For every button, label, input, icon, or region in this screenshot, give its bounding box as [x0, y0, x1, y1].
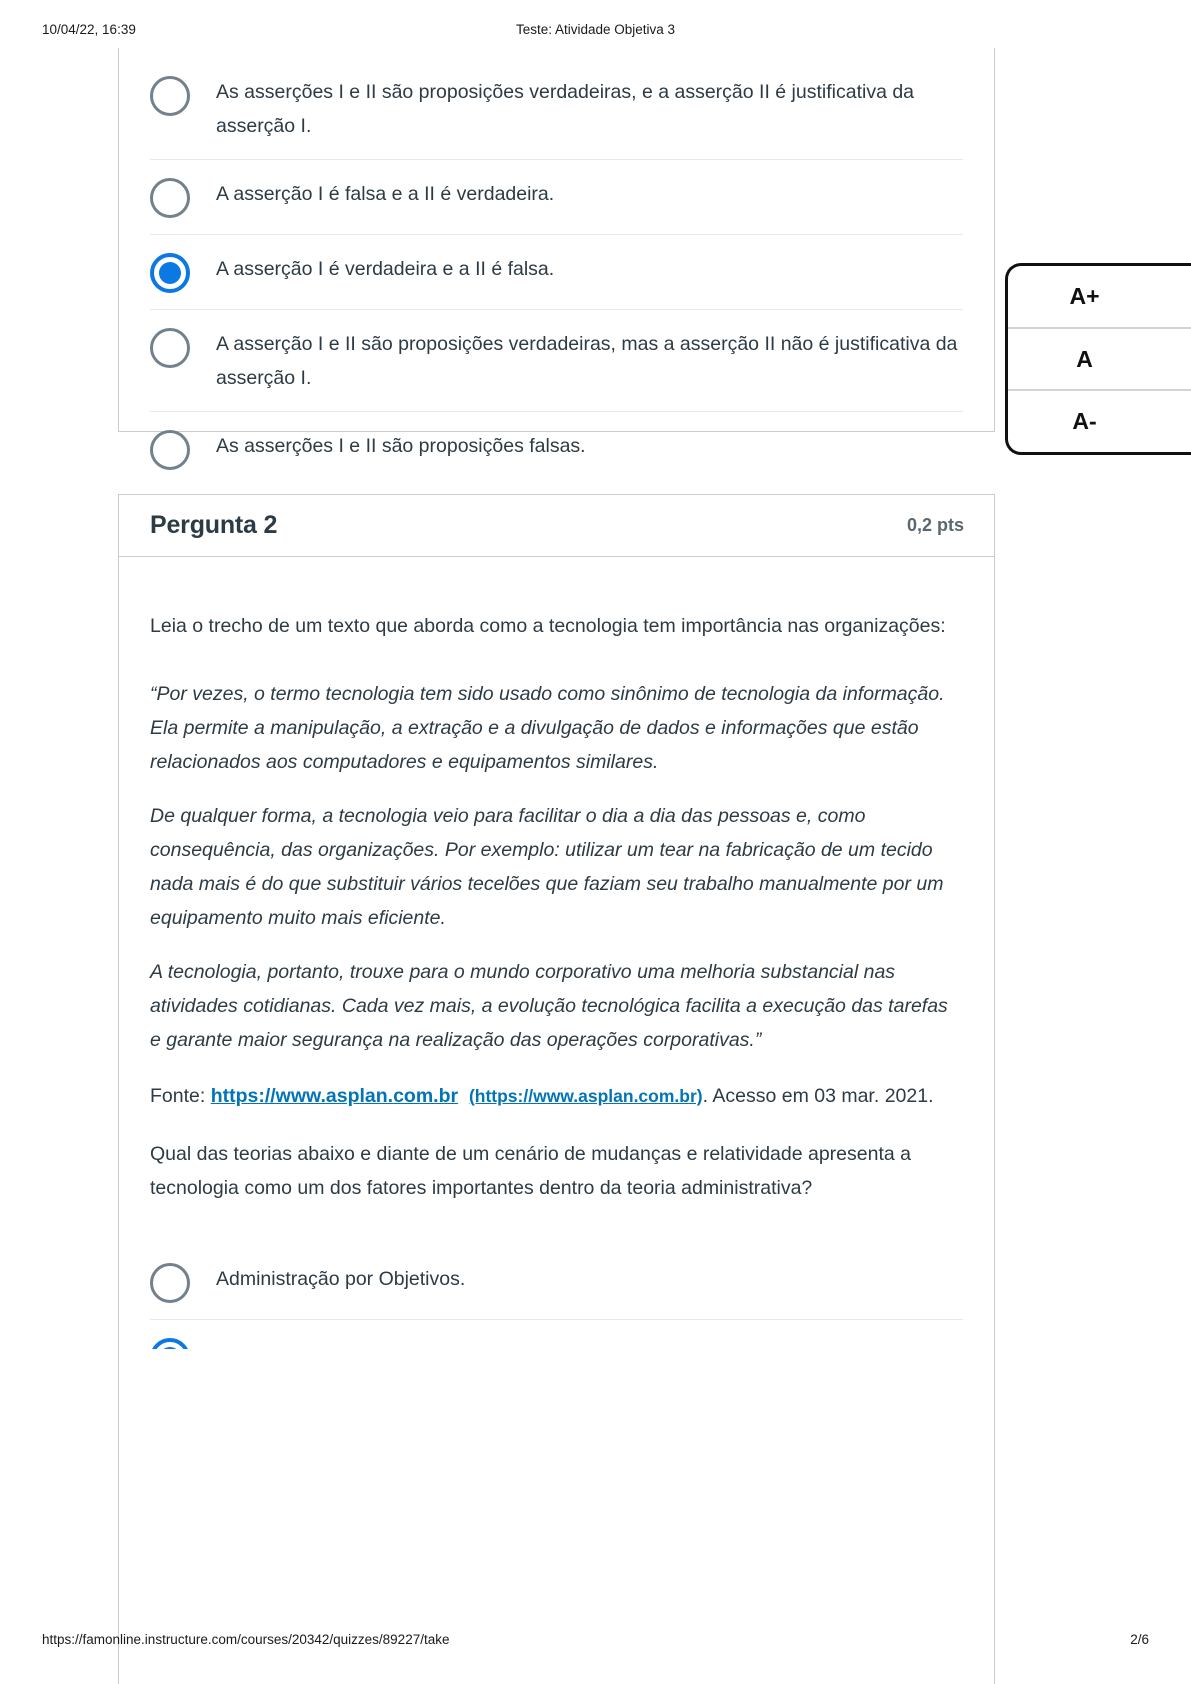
- source-prefix: Fonte:: [150, 1085, 211, 1107]
- question-1-answers: [150, 48, 963, 486]
- answer-option-clipped[interactable]: [150, 1319, 963, 1349]
- answer-label: Administração por Objetivos.: [216, 1268, 466, 1290]
- radio-button-icon[interactable]: [150, 430, 190, 470]
- question-2-title: Pergunta 2: [150, 511, 278, 539]
- print-document-title: Teste: Atividade Objetiva 3: [515, 22, 676, 37]
- answer-option[interactable]: [150, 159, 963, 234]
- question-1-card: [118, 48, 995, 457]
- answer-option-selected[interactable]: [150, 234, 963, 309]
- quote-paragraph-2: De qualquer forma, a tecnologia veio para facilitar o dia a dia das pessoas e, como consequência, das organizações. Por exemplo: utilizar um tear na fabricação de um tecido nada mais é do que substituir vários tecelões que faziam seu trabalho manualmente por um equipamento muito mais eficiente.: [150, 805, 944, 929]
- print-footer-url: https://famonline.instructure.com/courses/20342/quizzes/89227/take: [42, 1632, 450, 1647]
- radio-button-icon[interactable]: [150, 328, 190, 368]
- question-2-points: 0,2 pts: [906, 515, 964, 535]
- font-size-widget: [1005, 263, 1191, 455]
- question-2-card: [118, 494, 995, 1684]
- quote-paragraph-3: A tecnologia, portanto, trouxe para o mundo corporativo uma melhoria substancial nas atividades cotidianas. Cada vez mais, a evolução tecnológica facilita a execução das tarefas e garante maior segurança na realização das operações corporativas.”: [150, 961, 948, 1051]
- answer-label: A asserção I é verdadeira e a II é falsa.: [216, 258, 555, 280]
- answer-label: As asserções I e II são proposições verdadeiras, e a asserção II é justificativa da asserção I.: [216, 81, 915, 137]
- question-2-text: [150, 557, 963, 1205]
- print-header: [0, 22, 1191, 42]
- source-link-paren[interactable]: (https://www.asplan.com.br): [468, 1086, 703, 1106]
- decrease-font-size-button[interactable]: A-: [1072, 408, 1097, 435]
- source-line: [150, 1079, 963, 1113]
- source-link[interactable]: https://www.asplan.com.br: [210, 1085, 459, 1107]
- question-2-header: [119, 495, 994, 557]
- radio-button-icon[interactable]: [150, 178, 190, 218]
- print-date-time: 10/04/22, 16:39: [42, 22, 136, 37]
- question-1-body: [119, 48, 994, 486]
- quote-paragraph-1: “Por vezes, o termo tecnologia tem sido usado como sinônimo de tecnologia da informação. Ela permite a manipulação, a extração e a divulgação de dados e informações que estão relacionados aos computadores e equipamentos similares.: [150, 683, 945, 773]
- answer-label: A asserção I e II são proposições verdadeiras, mas a asserção II não é justificativa da asserção I.: [216, 333, 958, 389]
- radio-button-selected-icon[interactable]: [150, 1338, 190, 1349]
- answer-option[interactable]: [150, 309, 963, 411]
- question-2-intro: Leia o trecho de um texto que aborda como a tecnologia tem importância nas organizações:: [150, 615, 946, 637]
- radio-button-icon[interactable]: [150, 76, 190, 116]
- radio-button-selected-icon[interactable]: [150, 253, 190, 293]
- answer-option[interactable]: [150, 58, 963, 159]
- normal-font-size-button[interactable]: A: [1008, 329, 1191, 392]
- print-footer: [0, 1632, 1191, 1652]
- answer-option[interactable]: [150, 411, 963, 486]
- radio-button-icon[interactable]: [150, 1263, 190, 1303]
- question-2-answers: [150, 1245, 963, 1349]
- source-suffix: . Acesso em 03 mar. 2021.: [702, 1085, 934, 1107]
- print-footer-page-number: 2/6: [1130, 1632, 1149, 1647]
- question-2-body: [119, 557, 994, 1349]
- answer-option[interactable]: [150, 1245, 963, 1319]
- increase-font-size-button[interactable]: A+: [1008, 266, 1191, 329]
- answer-label: As asserções I e II são proposições falsas.: [216, 435, 586, 457]
- answer-label: A asserção I é falsa e a II é verdadeira.: [216, 183, 555, 205]
- question-2-prompt: Qual das teorias abaixo e diante de um cenário de mudanças e relatividade apresenta a tecnologia como um dos fatores importantes dentro da teoria administrativa?: [150, 1143, 911, 1199]
